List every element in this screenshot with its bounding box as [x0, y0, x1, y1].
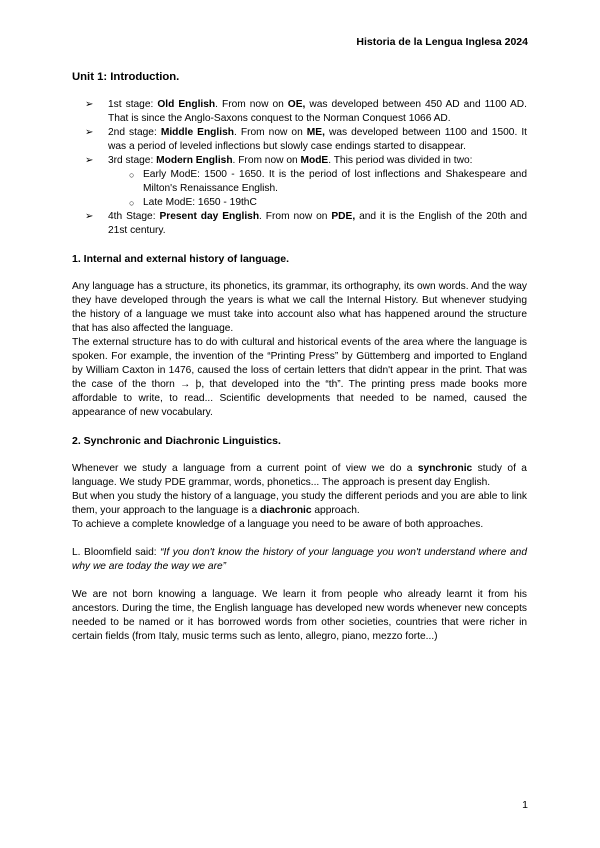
- bloomfield-quote: L. Bloomfield said: “If you don't know the history of your language you won't understand where and why we are today the way we are”: [72, 547, 527, 572]
- section-2-paragraph-4: We are not born knowing a language. We learn it from people who already learnt it from his ancestors. During the time, the English language has developed new words whenever new concepts needed to be named or it has borrowed words from other societies, countries that were richer in certain fields (from Italy, music terms such as lento, allegro, piano, mezzo forte...): [72, 589, 527, 642]
- list-item: ➢ 1st stage: Old English. From now on OE, was developed between 450 AD and 1100 AD. That is since the Anglo-Saxons conquest to the Norman Conquest 1066 AD.: [85, 99, 527, 124]
- section-1-title: 1. Internal and external history of language.: [72, 253, 290, 265]
- list-item: ○ Late ModE: 1650 - 19thC: [129, 197, 257, 208]
- list-item: ➢ 4th Stage: Present day English. From now on PDE, and it is the English of the 20th and 21st century.: [85, 211, 527, 236]
- section-2-paragraph-1: Whenever we study a language from a current point of view we do a synchronic study of a language. We study PDE grammar, words, phonetics... The approach is present day English.: [72, 463, 527, 488]
- section-1-paragraph-2: The external structure has to do with cultural and historical events of the area where the language is spoken. For example, the invention of the “Printing Press” by Güttemberg and imported to England by William Caxton in 1476, caused the loss of certain letters that didn't appear in the print. That was the case of the thorn → þ, that developed into the “th”. The printing press made books more affordable to write, to read... Scientific developments that needed to be named, caused the appearance of new vocabulary.: [72, 337, 527, 418]
- page-header: Historia de la Lengua Inglesa 2024: [356, 36, 528, 48]
- list-item: ➢ 2nd stage: Middle English. From now on ME, was developed between 1100 and 1500. It was a period of leveled inflections but slowly case endings started to disappear.: [85, 127, 527, 152]
- arrowhead-bullet-icon: ➢: [85, 99, 94, 110]
- list-item: ➢ 3rd stage: Modern English. From now on ModE. This period was divided in two: ○ Early ModE: 1500 - 1650. It is the period of lost inflections and Shakespeare and Milton's Renaissance English. ○ Late ModE: 1650 - 19thC: [85, 155, 527, 208]
- page-number: 1: [522, 799, 528, 811]
- hollow-circle-bullet-icon: ○: [129, 198, 135, 208]
- section-2-paragraph-2: But when you study the history of a language, you study the different periods and you are able to link them, your approach to the language is a diachronic approach.: [72, 491, 527, 516]
- stages-list: [72, 98, 527, 238]
- section-2-title: 2. Synchronic and Diachronic Linguistics.: [72, 435, 281, 447]
- modern-english-sublist: [108, 168, 527, 210]
- section-1-paragraph-1: Any language has a structure, its phonetics, its grammar, its orthography, its own words. And the way they have developed through the years is what we call the Internal History. But whenever studying the history of a language we must take into account also what has happened around the structure that has also affected the language.: [72, 281, 527, 334]
- hollow-circle-bullet-icon: ○: [129, 170, 135, 180]
- arrowhead-bullet-icon: ➢: [85, 155, 94, 166]
- list-item: ○ Early ModE: 1500 - 1650. It is the period of lost inflections and Shakespeare and Milton's Renaissance English.: [129, 169, 527, 194]
- unit-title: Unit 1: Introduction.: [72, 71, 180, 83]
- arrowhead-bullet-icon: ➢: [85, 211, 94, 222]
- document-body: [72, 70, 527, 644]
- section-2-paragraph-3: To achieve a complete knowledge of a language you need to be aware of both approaches.: [72, 519, 484, 530]
- arrowhead-bullet-icon: ➢: [85, 127, 94, 138]
